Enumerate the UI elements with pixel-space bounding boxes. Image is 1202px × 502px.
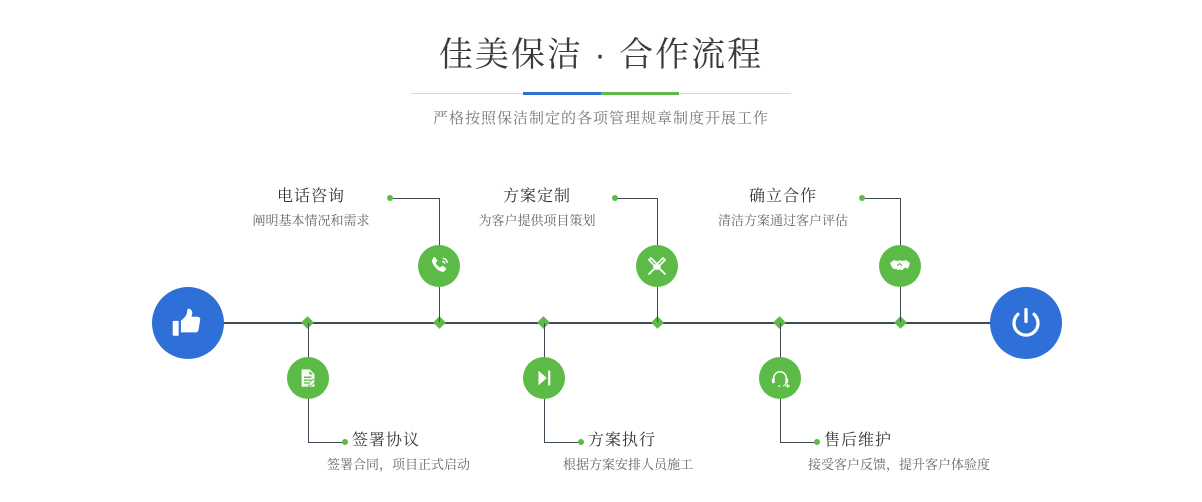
step-2-label [327, 430, 572, 476]
document-edit-icon [297, 367, 319, 389]
step-6-desc: 接受客户反馈，提升客户体验度 [808, 457, 991, 472]
step-1-riser [439, 198, 440, 245]
step-4-icon-node [523, 357, 565, 399]
step-4-desc: 根据方案安排人员施工 [563, 457, 694, 472]
timeline [0, 150, 1202, 502]
step-2-arm [308, 442, 345, 443]
step-3-arm [615, 198, 657, 199]
step-1-title: 电话咨询 [276, 188, 345, 205]
step-6-arm [780, 442, 817, 443]
header [0, 32, 1202, 128]
step-1-desc: 阐明基本情况和需求 [252, 213, 370, 228]
step-1-stem [439, 287, 440, 322]
step-4-label [563, 430, 808, 476]
step-3-title: 方案定制 [502, 188, 571, 205]
title-divider [411, 92, 791, 95]
step-3-icon-node [636, 245, 678, 287]
timeline-start-node [152, 287, 224, 359]
phone-call-icon [427, 254, 451, 278]
step-5-icon-node [879, 245, 921, 287]
step-6-riser [780, 399, 781, 442]
step-6-icon-node [759, 357, 801, 399]
step-2-stem [308, 323, 309, 357]
step-6-label [808, 430, 1084, 476]
step-5-arm [862, 198, 900, 199]
step-6-title: 售后维护 [824, 432, 893, 449]
step-3-stem [657, 287, 658, 322]
timeline-axis [155, 322, 1055, 324]
step-2-icon-node [287, 357, 329, 399]
step-2-arm-dot [342, 439, 348, 445]
play-forward-icon [533, 367, 555, 389]
headset-support-icon [769, 367, 792, 390]
step-1-arm [390, 198, 439, 199]
step-4-title: 方案执行 [588, 432, 657, 449]
step-5-stem [900, 287, 901, 322]
step-2-title: 签署协议 [352, 432, 421, 449]
step-5-desc: 清洁方案通过客户评估 [717, 213, 848, 228]
step-4-stem [544, 323, 545, 357]
step-5-label [705, 186, 861, 232]
thumbs-up-icon [171, 306, 205, 340]
step-3-label [459, 186, 615, 232]
page-subtitle: 严格按照保洁制定的各项管理规章制度开展工作 [432, 110, 769, 127]
timeline-end-node [990, 287, 1062, 359]
power-icon [1008, 305, 1044, 341]
step-4-arm [544, 442, 581, 443]
step-3-desc: 为客户提供项目策划 [478, 213, 596, 228]
page-title: 佳美保洁 · 合作流程 [438, 36, 764, 74]
handshake-icon [888, 254, 912, 278]
step-2-desc: 签署合同，项目正式启动 [327, 457, 471, 472]
step-3-riser [657, 198, 658, 245]
step-5-riser [900, 198, 901, 245]
divider-blue-segment [523, 92, 601, 95]
divider-green-segment [601, 92, 679, 95]
step-6-stem [780, 323, 781, 357]
step-1-label [233, 186, 389, 232]
pencil-ruler-icon [645, 254, 669, 278]
step-4-riser [544, 399, 545, 442]
step-1-icon-node [418, 245, 460, 287]
step-6-arm-dot [814, 439, 820, 445]
step-2-riser [308, 399, 309, 442]
step-4-arm-dot [578, 439, 584, 445]
step-5-title: 确立合作 [748, 188, 817, 205]
